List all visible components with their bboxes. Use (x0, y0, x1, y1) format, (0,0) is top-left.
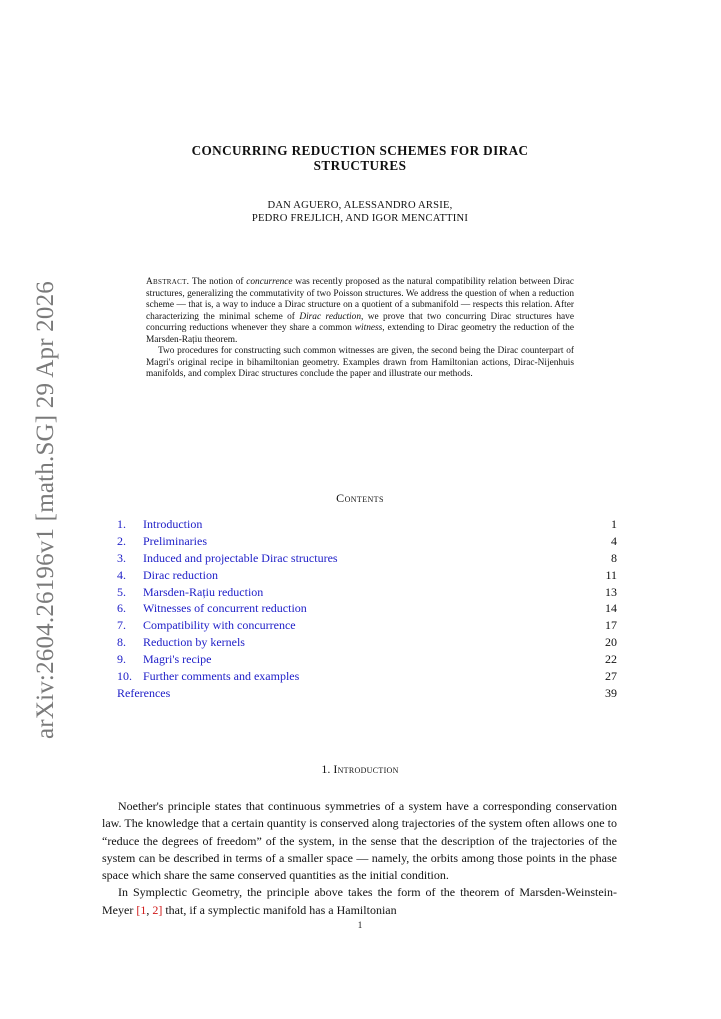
abstract-text: was recently proposed as the natural compatibility relation between Dirac structures, generalizing the commutativity of two Poisson structures. We address the question of when a reduction scheme — that is, a way to induce a Dirac structure on a quotient of a submanifold — respects this relation. After characterizing the minimal scheme of (146, 277, 574, 322)
page-number: 1 (357, 920, 363, 930)
abstract-label: Abstract. (146, 277, 190, 287)
toc-entry-title: References (117, 685, 171, 700)
toc-entry-number: 10. (117, 669, 132, 684)
citation-link-2[interactable]: 2 (152, 902, 159, 917)
toc-page-number: 22 (605, 652, 617, 667)
toc-link-magris-recipe[interactable] (117, 651, 211, 668)
toc-link-reduction-by-kernels[interactable] (117, 634, 245, 651)
toc-entry-number: 6. (117, 601, 126, 616)
toc-page-number: 20 (605, 635, 617, 650)
toc-link-marsden-ratiu[interactable] (117, 584, 263, 601)
toc-page-number: 39 (605, 685, 617, 700)
toc-entry-title: Witnesses of concurrent reduction (143, 601, 307, 616)
toc-row (117, 617, 617, 634)
abstract-emphasis: concurrence (246, 277, 293, 287)
citation-bracket: ] (158, 902, 163, 917)
toc-link-dirac-reduction[interactable] (117, 567, 218, 584)
toc-row (117, 651, 617, 668)
toc-entry-title: Preliminaries (143, 533, 207, 548)
author-list (100, 199, 620, 225)
toc-row (117, 634, 617, 651)
body-text: In Symplectic Geometry, the principle above takes the form of the theorem of Marsden-Weinstein-Meyer (102, 885, 617, 917)
toc-link-induced-projectable[interactable] (117, 550, 338, 567)
citation-link-1[interactable]: 1 (140, 902, 147, 917)
toc-entry-number: 4. (117, 567, 126, 582)
toc-page-number: 14 (605, 601, 617, 616)
toc-entry-number: 9. (117, 652, 126, 667)
section-title: Introduction (333, 762, 399, 776)
toc-row (117, 668, 617, 685)
toc-entry-number: 8. (117, 635, 126, 650)
toc-entry-number: 1. (117, 517, 126, 531)
toc-link-introduction[interactable] (117, 516, 202, 533)
toc-row (117, 584, 617, 601)
toc-row (117, 533, 617, 550)
table-of-contents (117, 516, 617, 702)
citation-separator: , (146, 902, 153, 917)
abstract-paragraph-2: Two procedures for constructing such common witnesses are given, the second being the Dirac counterpart of Magri's original recipe in bihamiltonian geometry. Examples drawn from Hamiltonian actions, Dirac-Nijenhuis manifolds, and complex Dirac structures conclude the paper and illustrate our methods. (146, 346, 574, 380)
section-number: 1. (321, 762, 331, 776)
section-heading-introduction (100, 762, 620, 777)
toc-page-number: 8 (611, 550, 617, 565)
abstract-emphasis: Dirac reduction (299, 311, 361, 322)
title-line-2: STRUCTURES (313, 158, 407, 173)
body-paragraph-2 (102, 884, 617, 919)
body-paragraph-1: Noether's principle states that continuous symmetries of a system have a corresponding conservation law. The knowledge that a certain quantity is conserved along trajectories of the system often allows one to “reduce the degrees of freedom” of the system, in the sense that the description of the trajectories of the system can be described in terms of a smaller space — namely, the orbits among those points in the phase space which share the same conserved quantities as the initial condition. (102, 799, 617, 883)
abstract-text: The notion of (191, 277, 244, 287)
toc-link-preliminaries[interactable] (117, 533, 207, 550)
body-text: that, if a symplectic manifold has a Hamiltonian (165, 902, 397, 917)
toc-entry-number: 5. (117, 584, 126, 599)
authors-line-1: DAN AGUERO, ALESSANDRO ARSIE, (267, 200, 453, 211)
toc-link-witnesses[interactable] (117, 600, 307, 617)
toc-entry-title: Compatibility with concurrence (143, 618, 296, 633)
toc-page-number: 4 (611, 533, 617, 548)
abstract-text: , we prove that two concurring Dirac structures have concurring reductions whenever they share a common (146, 311, 574, 334)
toc-entry-title: Magri's recipe (143, 652, 212, 667)
toc-page-number: 1 (611, 517, 617, 531)
toc-entry-number: 2. (117, 533, 126, 548)
toc-row (117, 516, 617, 533)
toc-entry-title: Further comments and examples (143, 669, 300, 684)
toc-row (117, 600, 617, 617)
toc-page-number: 27 (605, 669, 617, 684)
toc-entry-number: 7. (117, 618, 126, 633)
toc-row (117, 550, 617, 567)
title-line-1: CONCURRING REDUCTION SCHEMES FOR DIRAC (191, 143, 529, 158)
abstract-emphasis: witness (354, 323, 383, 334)
toc-link-references[interactable] (117, 685, 170, 702)
toc-page-number: 11 (605, 567, 617, 582)
contents-heading: Contents (336, 491, 384, 505)
citation-bracket: [ (136, 902, 141, 917)
toc-link-further-comments[interactable] (117, 668, 299, 685)
toc-entry-title: Induced and projectable Dirac structures (143, 550, 338, 565)
authors-line-2: PEDRO FREJLICH, AND IGOR MENCATTINI (251, 213, 469, 224)
toc-link-compatibility[interactable] (117, 617, 296, 634)
toc-entry-title: Reduction by kernels (143, 635, 245, 650)
introduction-body (102, 798, 617, 919)
toc-row (117, 567, 617, 584)
toc-entry-title: Introduction (143, 517, 203, 531)
abstract-text: , extending to Dirac geometry the reduction of the Marsden-Rațiu theorem. (146, 323, 574, 345)
toc-entry-title: Marsden-Rațiu reduction (143, 584, 264, 599)
toc-page-number: 17 (605, 618, 617, 633)
abstract-paragraph-1 (146, 277, 574, 346)
paper-title (100, 143, 620, 173)
toc-page-number: 13 (605, 584, 617, 599)
toc-entry-title: Dirac reduction (143, 567, 218, 582)
toc-row (117, 685, 617, 702)
abstract (146, 277, 574, 381)
arxiv-identifier-stamp: arXiv:2604.26196v1 [math.SG] 29 Apr 2026 (32, 281, 59, 739)
toc-entry-number: 3. (117, 550, 126, 565)
